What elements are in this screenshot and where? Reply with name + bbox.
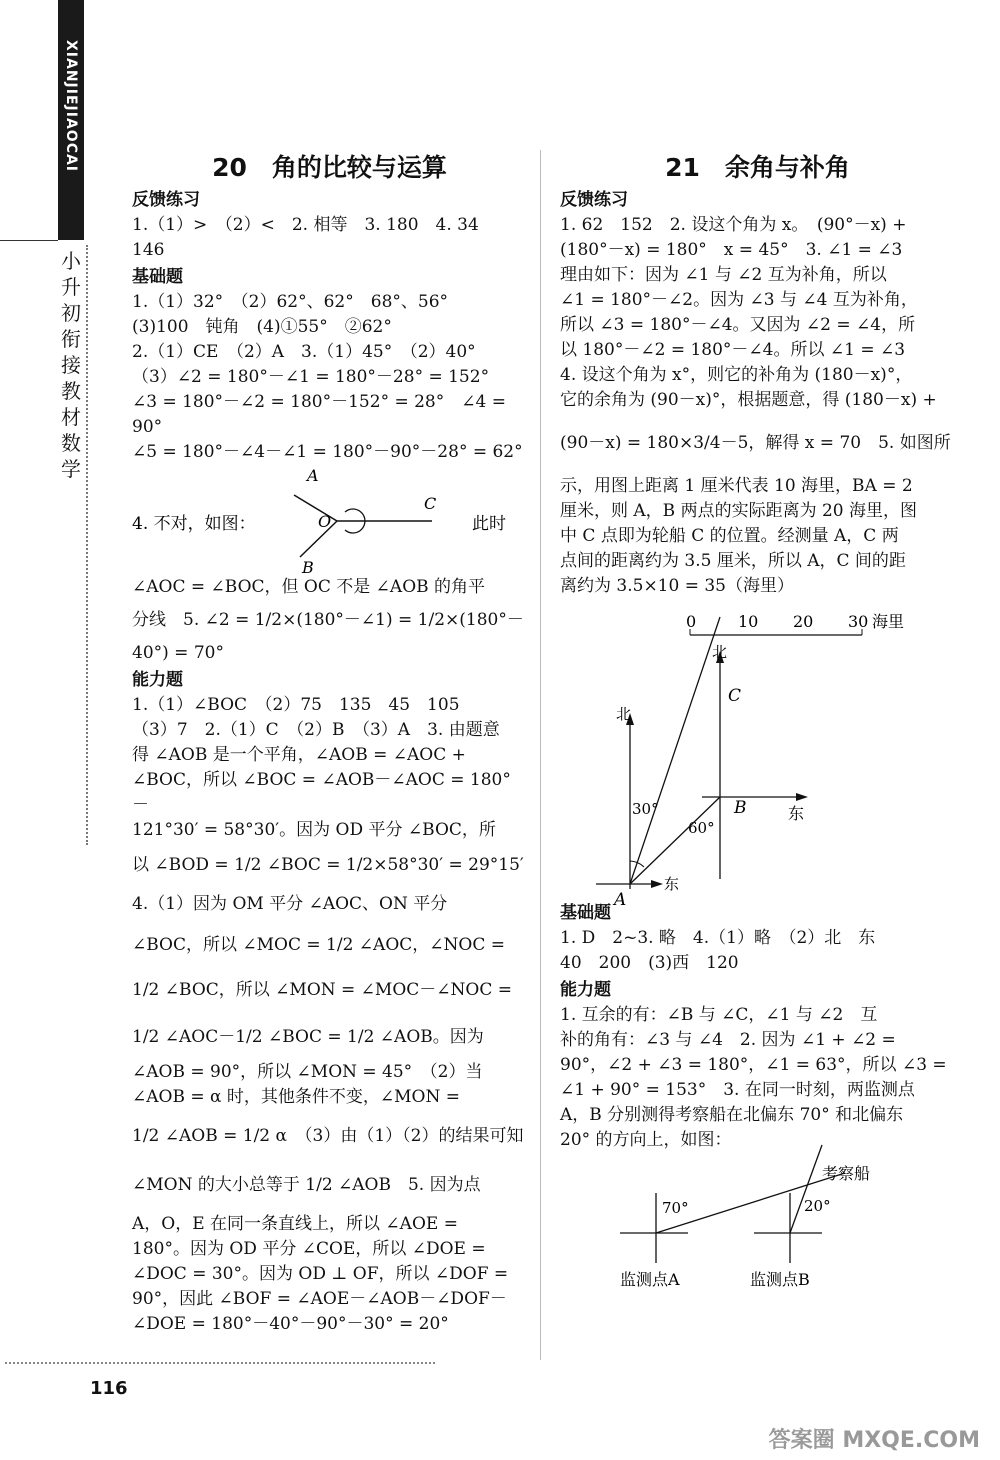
left-title: 20 角的比较与运算 (212, 153, 447, 182)
sidebar-chinese-title: 小升初衔接教材 数学 (61, 249, 81, 481)
text-line: 4. 设这个角为 x°，则它的补角为 (180－x)°， (560, 365, 913, 385)
text-line: A，O，E 在同一条直线上，所以 ∠AOE = (132, 1214, 458, 1234)
text-line: 20° 的方向上，如图： (560, 1130, 732, 1150)
text-line: 146 (132, 240, 165, 260)
text-line: ∠1 + 90° = 153° 3. 在同一时刻，两监测点 (560, 1080, 915, 1100)
monitoring-figure (560, 1153, 955, 1293)
text-line: ∠5 = 180°－∠4－∠1 = 180°－90°－28° = 62° (132, 442, 523, 462)
text-line: 1. 62 152 2. 设这个角为 x。 (90°－x) + (560, 215, 907, 235)
text-line: (3)100 钝角 (4)①55° ②62° (132, 317, 392, 337)
scale-unit: 海里 (872, 612, 905, 631)
left-section-ability: 能力题 (132, 670, 183, 690)
text-line: 1.（1）> （2）< 2. 相等 3. 180 4. 34 (132, 215, 479, 235)
text-line: ∠DOC = 30°。因为 OD ⊥ OF，所以 ∠DOF = (132, 1264, 509, 1284)
right-section-ability: 能力题 (560, 980, 611, 1000)
angle-30-label: 30° (632, 800, 659, 818)
text-line: 它的余角为 (90－x)°，根据题意，得 (180－x) + (560, 390, 937, 410)
watermark-logo: 答案圈 MXQE.COM (768, 1428, 980, 1453)
east-label: 东 (788, 804, 805, 823)
right-title: 21 余角与补角 (665, 153, 850, 182)
text-line: ∠DOE = 180°－40°－90°－30° = 20° (132, 1314, 449, 1334)
text-line: (180°－x) = 180° x = 45° 3. ∠1 = ∠3 (560, 240, 903, 260)
scale-label: 20 (793, 612, 814, 631)
text-line: 40°) = 70° (132, 643, 224, 663)
angle-20-label: 20° (804, 1197, 831, 1215)
footer-dotted-line (5, 1362, 435, 1364)
station-b-label: 监测点B (750, 1270, 810, 1289)
text-line: 90°，∠2 + ∠3 = 180°，∠1 = 63°，所以 ∠3 = (560, 1055, 947, 1075)
text-line: 离约为 3.5×10 = 35（海里） (560, 576, 794, 596)
point-a: A (614, 890, 627, 910)
ship-label: 考察船 (822, 1164, 871, 1183)
sidebar-dotted-line (86, 245, 88, 845)
text-line: 40 200 (3)西 120 (560, 953, 739, 973)
east-label: 东 (664, 875, 680, 893)
text-line: 2.（1）CE （2）A 3.（1）45° （2）40° (132, 342, 476, 362)
text-line: 点间的距离约为 3.5 厘米，所以 A，C 间的距 (560, 551, 906, 571)
text-line: （3）7 2.（1）C （2）B （3）A 3. 由题意 (132, 720, 500, 740)
point-c: C (728, 686, 742, 706)
text-line: 1.（1）∠BOC （2）75 135 45 105 (132, 695, 460, 715)
north-label: 北 (616, 705, 632, 723)
text-line: (90－x) = 180×3/4－5，解得 x = 70 5. 如图所 (560, 433, 951, 453)
text-line: 所以 ∠3 = 180°－∠4。又因为 ∠2 = ∠4，所 (560, 315, 916, 335)
text-line: 180°。因为 OD 平分 ∠COE，所以 ∠DOE = (132, 1239, 486, 1259)
scale-label: 10 (738, 612, 759, 631)
text-line: 121°30′ = 58°30′。因为 OD 平分 ∠BOC，所 (132, 820, 496, 840)
left-section-feedback: 反馈练习 (132, 190, 200, 210)
text-line: ∠1 = 180°－∠2。因为 ∠3 与 ∠4 互为补角， (560, 290, 918, 310)
right-section-basic: 基础题 (560, 903, 611, 923)
text-line: 4.（1）因为 OM 平分 ∠AOC、ON 平分 (132, 894, 448, 914)
angle-60-label: 60° (688, 819, 715, 837)
text-line: （3）∠2 = 180°－∠1 = 180°－28° = 152° (132, 367, 490, 387)
left-column (132, 155, 527, 1337)
text-line: 1. D 2~3. 略 4.（1）略 （2）北 东 (560, 928, 876, 948)
text-line: ∠AOB = 90°，所以 ∠MON = 45° （2）当 (132, 1062, 483, 1082)
scale-label: 30 (848, 612, 869, 631)
text-line: 以 180°－∠2 = 180°－∠4。所以 ∠1 = ∠3 (560, 340, 906, 360)
navigation-figure (560, 599, 955, 910)
text-line: 1. 互余的有：∠B 与 ∠C，∠1 与 ∠2 互 (560, 1005, 878, 1025)
text-line: 1/2 ∠BOC，所以 ∠MON = ∠MOC－∠NOC = (132, 980, 512, 1000)
angle-figure (132, 465, 527, 575)
text-line: A，B 分别测得考察船在北偏东 70° 和北偏东 (560, 1105, 904, 1125)
angle-70-label: 70° (662, 1199, 689, 1217)
text-line: 分线 5. ∠2 = 1/2×(180°－∠1) = 1/2×(180°－ (132, 610, 524, 630)
page-number: 116 (90, 1378, 128, 1399)
text-line: ∠BOC，所以 ∠BOC = ∠AOB－∠AOC = 180°－ (132, 770, 511, 815)
text-line: 示，用图上距离 1 厘米代表 10 海里，BA = 2 (560, 476, 913, 496)
text-line: ∠AOB = α 时，其他条件不变，∠MON = (132, 1087, 460, 1107)
text-line: ∠MON 的大小总等于 1/2 ∠AOB 5. 因为点 (132, 1175, 481, 1195)
right-column (560, 155, 955, 1293)
sidebar-rule (0, 240, 58, 241)
text-line: 得 ∠AOB 是一个平角，∠AOB = ∠AOC + (132, 745, 466, 765)
text-line: ∠BOC，所以 ∠MOC = 1/2 ∠AOC，∠NOC = (132, 935, 505, 955)
scale-label: 0 (686, 612, 697, 631)
text-line: 90°，因此 ∠BOF = ∠AOE－∠AOB－∠DOF－ (132, 1289, 507, 1309)
text-line: 1.（1）32° （2）62°、62° 68°、56° (132, 292, 449, 312)
text-line: 厘米，则 A，B 两点的实际距离为 20 海里，图 (560, 501, 918, 521)
text-line: 以 ∠BOD = 1/2 ∠BOC = 1/2×58°30′ = 29°15′ (132, 855, 524, 875)
fig1-after: 此时 (472, 514, 506, 534)
station-a-label: 监测点A (620, 1270, 680, 1289)
point-b: B (734, 798, 747, 818)
right-section-feedback: 反馈练习 (560, 190, 628, 210)
fig1-lead: 4. 不对，如图： (132, 514, 256, 534)
fig1-label: B (302, 558, 314, 577)
text-line: ∠3 = 180°－∠2 = 180°－152° = 28° ∠4 = 90° (132, 392, 506, 437)
column-divider (540, 150, 541, 1360)
text-line: 理由如下：因为 ∠1 与 ∠2 互为补角，所以 (560, 265, 887, 285)
text-line: 中 C 点即为轮船 C 的位置。经测量 A，C 两 (560, 526, 899, 546)
text-line: ∠AOC = ∠BOC，但 OC 不是 ∠AOB 的角平 (132, 577, 486, 597)
text-line: 补的角有：∠3 与 ∠4 2. 因为 ∠1 + ∠2 = (560, 1030, 896, 1050)
text-line: 1/2 ∠AOB = 1/2 α （3）由（1）（2）的结果可知 (132, 1126, 524, 1146)
north-label: 北 (712, 643, 728, 661)
text-line: 1/2 ∠AOC－1/2 ∠BOC = 1/2 ∠AOB。因为 (132, 1027, 484, 1047)
sidebar-english-title: XIANJIEJIAOCAI (63, 40, 79, 173)
fig1-label: A (307, 466, 319, 485)
fig1-label: C (424, 494, 437, 513)
fig1-label: O (318, 512, 332, 531)
left-section-basic: 基础题 (132, 267, 183, 287)
